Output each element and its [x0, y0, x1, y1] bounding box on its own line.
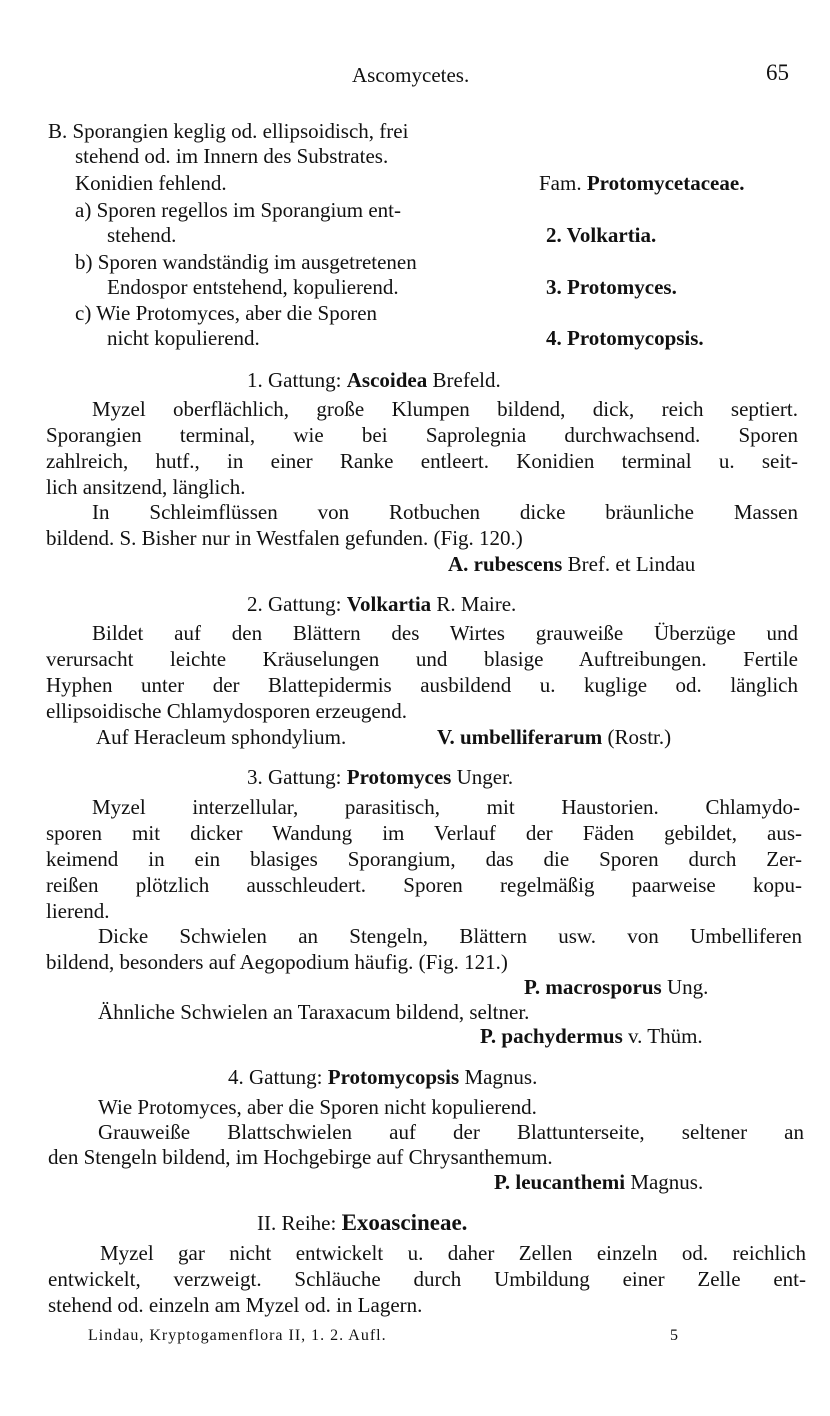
series-heading-prefix: II. Reihe:	[257, 1211, 337, 1235]
body-line: den Stengeln bildend, im Hochgebirge auf Chrysanthemum.	[48, 1145, 553, 1169]
species-name: P. pachydermus	[480, 1024, 623, 1048]
genus-author: Unger.	[456, 765, 514, 789]
genus-heading-prefix: 1. Gattung:	[247, 368, 342, 392]
body-line: lierend.	[46, 899, 110, 923]
body-line: verursacht leichte Kräuselungen und blasige Auftreibungen. Fertile	[46, 647, 798, 671]
species-entry	[494, 1170, 703, 1194]
species-author: (Rostr.)	[607, 725, 672, 749]
species-author: Ung.	[666, 975, 709, 999]
key-b-line: Endospor entstehend, kopulierend.	[107, 275, 399, 299]
body-line: Sporangien terminal, wie bei Saprolegnia durchwachsend. Sporen	[46, 423, 798, 447]
key-c-target: 4. Protomycopsis.	[546, 326, 704, 350]
species-entry	[448, 552, 695, 576]
body-line: keimend in ein blasiges Sporangium, das die Sporen durch Zer-	[46, 847, 802, 871]
key-b-line	[75, 144, 525, 168]
family-label: Fam.	[539, 171, 582, 195]
series-name: Exoascineae.	[341, 1210, 468, 1235]
body-line: reißen plötzlich ausschleudert. Sporen regelmäßig paarweise kopu-	[46, 873, 802, 897]
genus-heading	[247, 368, 501, 392]
genus-heading	[247, 592, 516, 616]
key-a-target: 2. Volkartia.	[546, 223, 657, 247]
key-b-last: Konidien fehlend.	[75, 171, 227, 195]
body-line: Myzel interzellular, parasitisch, mit Haustorien. Chlamydo-	[92, 795, 800, 819]
body-line: Hyphen unter der Blattepidermis ausbildend u. kuglige od. länglich	[46, 673, 798, 697]
key-c-line: nicht kopulierend.	[107, 326, 260, 350]
series-heading	[257, 1211, 467, 1235]
genus-author: Magnus.	[464, 1065, 538, 1089]
page-number: 65	[766, 60, 789, 85]
genus-heading	[247, 765, 513, 789]
species-entry	[437, 725, 671, 749]
genus-author: Brefeld.	[432, 368, 501, 392]
body-line: lich ansitzend, länglich.	[46, 475, 246, 499]
species-author: v. Thüm.	[628, 1024, 703, 1048]
text-segment: B. Sporangien keglig od. ellipsoidisch, frei	[48, 119, 409, 143]
body-line: zahlreich, hutf., in einer Ranke entleert. Konidien terminal u. seit-	[46, 449, 798, 473]
body-line: Grauweiße Blattschwielen auf der Blattunterseite, seltener an	[98, 1120, 804, 1144]
species-name: V. umbelliferarum	[437, 725, 603, 749]
genus-name: Ascoidea	[346, 368, 428, 392]
body-line: bildend. S. Bisher nur in Westfalen gefunden. (Fig. 120.)	[46, 526, 523, 550]
text-segment: stehend od. im Innern des Substrates.	[75, 144, 389, 168]
body-line: ellipsoidische Chlamydosporen erzeugend.	[46, 699, 407, 723]
key-c-line: c) Wie Protomyces, aber die Sporen	[75, 301, 378, 325]
body-line: Dicke Schwielen an Stengeln, Blättern usw. von Umbelliferen	[98, 924, 802, 948]
body-line: Bildet auf den Blättern des Wirtes grauweiße Überzüge und	[92, 621, 798, 645]
species-author: Magnus.	[630, 1170, 704, 1194]
species-name: P. macrosporus	[524, 975, 662, 999]
body-line: Ähnliche Schwielen an Taraxacum bildend, seltner.	[98, 1000, 530, 1024]
key-a-line: a) Sporen regellos im Sporangium ent-	[75, 198, 402, 222]
body-line: entwickelt, verzweigt. Schläuche durch Umbildung einer Zelle ent-	[48, 1267, 806, 1291]
genus-name: Protomyces	[346, 765, 452, 789]
key-b-target: 3. Protomyces.	[546, 275, 677, 299]
genus-heading-prefix: 3. Gattung:	[247, 765, 342, 789]
species-name: A. rubescens	[448, 552, 563, 576]
genus-name: Protomycopsis	[327, 1065, 460, 1089]
species-author: Bref. et Lindau	[567, 552, 696, 576]
family-name: Protomycetaceae.	[586, 171, 745, 195]
genus-heading	[228, 1065, 537, 1089]
footer-signature: Lindau, Kryptogamenflora II, 1. 2. Aufl.	[88, 1327, 387, 1344]
key-a-line: stehend.	[107, 223, 177, 247]
host-line: Auf Heracleum sphondylium.	[96, 725, 347, 749]
body-line: stehend od. einzeln am Myzel od. in Lagern.	[48, 1293, 423, 1317]
key-b-line	[48, 119, 530, 143]
body-line: bildend, besonders auf Aegopodium häufig. (Fig. 121.)	[46, 950, 508, 974]
key-b-line: b) Sporen wandständig im ausgetretenen	[75, 250, 417, 274]
species-entry	[480, 1024, 703, 1048]
species-name: P. leucanthemi	[494, 1170, 626, 1194]
genus-heading-prefix: 2. Gattung:	[247, 592, 342, 616]
genus-name: Volkartia	[346, 592, 432, 616]
species-entry	[524, 975, 708, 999]
footer-sheet-number: 5	[670, 1327, 678, 1344]
running-title: Ascomycetes.	[352, 63, 470, 87]
genus-author: R. Maire.	[436, 592, 517, 616]
body-line: Myzel gar nicht entwickelt u. daher Zellen einzeln od. reichlich	[100, 1241, 806, 1265]
body-line: In Schleimflüssen von Rotbuchen dicke bräunliche Massen	[92, 500, 798, 524]
body-line: Myzel oberflächlich, große Klumpen bildend, dick, reich septiert.	[92, 397, 798, 421]
body-line: sporen mit dicker Wandung im Verlauf der Fäden gebildet, aus-	[46, 821, 802, 845]
family-entry	[539, 171, 744, 195]
genus-heading-prefix: 4. Gattung:	[228, 1065, 323, 1089]
body-line: Wie Protomyces, aber die Sporen nicht kopulierend.	[98, 1095, 537, 1119]
